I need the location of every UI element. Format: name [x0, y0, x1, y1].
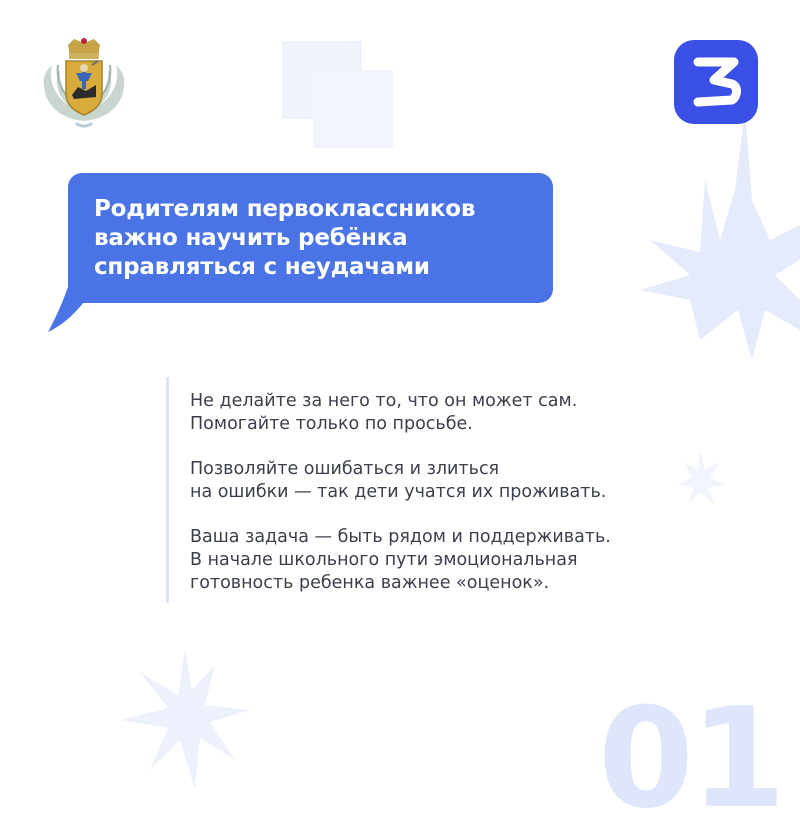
headline-line: важно научить ребёнка: [94, 225, 408, 251]
text-accent-rule: [166, 377, 169, 603]
headline: [94, 195, 544, 282]
headline-line: Родителям первоклассников: [94, 196, 476, 222]
app-logo: [674, 40, 758, 124]
tip-paragraph: [190, 458, 770, 504]
slide-number: 01: [598, 678, 783, 839]
tip-line: Помогайте только по просьбе.: [190, 414, 473, 434]
tip-paragraph: [190, 390, 770, 436]
tip-line: Позволяйте ошибаться и злиться: [190, 459, 500, 479]
z-letter-app-icon: [674, 40, 758, 124]
tip-line: готовность ребенка важнее «оценок».: [190, 573, 550, 593]
decor-square: [313, 70, 393, 148]
starburst-right-icon: [640, 110, 800, 360]
starburst-bottom-left-icon: [120, 650, 250, 790]
tip-line: Не делайте за него то, что он может сам.: [190, 391, 578, 411]
tip-line: В начале школьного пути эмоциональная: [190, 550, 578, 570]
tip-line: Ваша задача — быть рядом и поддерживать.: [190, 527, 611, 547]
tip-paragraph: [190, 526, 770, 595]
tip-line: на ошибки — так дети учатся их проживать.: [190, 482, 607, 502]
regional-coat-of-arms-icon: [38, 35, 130, 131]
tips-list: [190, 390, 770, 617]
headline-line: справляться с неудачами: [94, 254, 430, 280]
